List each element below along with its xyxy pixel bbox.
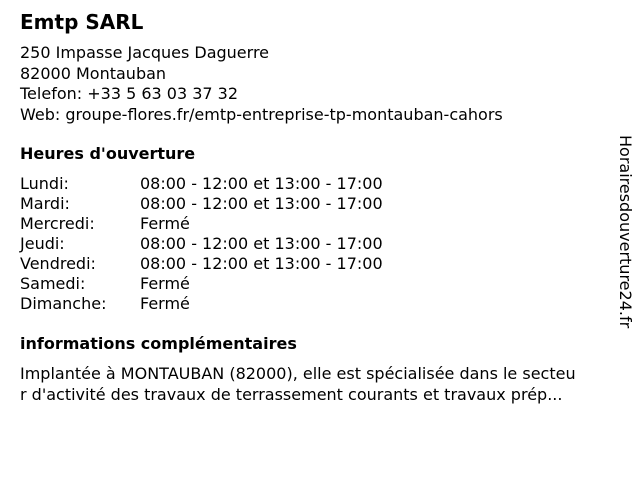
day-hours: 08:00 - 12:00 et 13:00 - 17:00 [140,194,383,213]
description-line: r d'activité des travaux de terrassement courants et travaux prép... [20,385,563,404]
day-hours: 08:00 - 12:00 et 13:00 - 17:00 [140,174,383,193]
day-hours: 08:00 - 12:00 et 13:00 - 17:00 [140,234,383,253]
hours-row-vendredi [20,254,383,274]
day-label: Samedi: [20,274,86,293]
day-hours: Fermé [140,214,190,233]
address-block [20,43,503,125]
description-line: Implantée à MONTAUBAN (82000), elle est spécialisée dans le secteu [20,364,576,383]
day-label: Mercredi: [20,214,95,233]
day-label: Jeudi: [20,234,65,253]
day-label: Vendredi: [20,254,96,273]
company-name: Emtp SARL [20,10,144,34]
day-label: Lundi: [20,174,69,193]
day-hours: 08:00 - 12:00 et 13:00 - 17:00 [140,254,383,273]
hours-row-mardi [20,194,383,214]
day-hours: Fermé [140,274,190,293]
business-description [20,363,630,405]
opening-hours-heading: Heures d'ouverture [20,144,196,163]
day-hours: Fermé [140,294,190,313]
hours-row-jeudi [20,234,383,254]
hours-row-mercredi [20,214,383,234]
hours-row-lundi [20,174,383,194]
additional-info-heading: informations complémentaires [20,334,297,353]
city-postcode: 82000 Montauban [20,63,167,83]
website: Web: groupe-flores.fr/emtp-entreprise-tp-montauban-cahors [20,104,503,124]
phone-number: Telefon: +33 5 63 03 37 32 [20,84,239,103]
hours-row-samedi [20,274,383,294]
day-label: Dimanche: [20,294,107,313]
site-watermark: Horairesdouverture24.fr [616,135,635,329]
street-address: 250 Impasse Jacques Daguerre [20,43,270,62]
day-label: Mardi: [20,194,70,213]
opening-hours-table [20,174,383,314]
hours-row-dimanche [20,294,383,314]
